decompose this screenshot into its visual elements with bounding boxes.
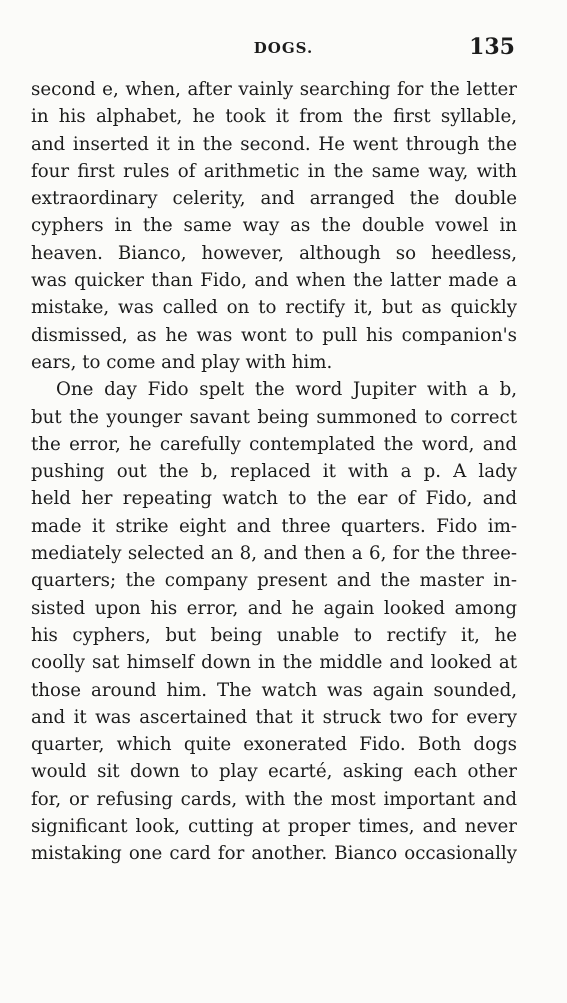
text-line: made it strike eight and three quarters. Fido im-	[31, 515, 517, 537]
body-text	[31, 76, 517, 868]
text-line: and inserted it in the second. He went through the	[31, 133, 517, 155]
text-line: was quicker than Fido, and when the latter made a	[31, 270, 517, 292]
text-line: those around him. The watch was again sounded,	[31, 679, 517, 701]
text-line: quarters; the company present and the master in-	[31, 570, 517, 592]
text-line: mistake, was called on to rectify it, but as quickly	[31, 297, 517, 319]
text-line: quarter, which quite exonerated Fido. Both dogs	[31, 734, 517, 756]
text-line: significant look, cutting at proper times, and never	[31, 816, 517, 838]
text-line: extraordinary celerity, and arranged the double	[31, 188, 517, 210]
text-line: the error, he carefully contemplated the word, and	[31, 433, 517, 455]
text-line: pushing out the b, replaced it with a p. A lady	[31, 461, 517, 483]
text-line: mediately selected an 8, and then a 6, for the three-	[31, 543, 517, 565]
text-line: cyphers in the same way as the double vowel in	[31, 215, 517, 237]
text-line: for, or refusing cards, with the most important and	[31, 788, 517, 810]
text-line: coolly sat himself down in the middle and looked at	[31, 652, 517, 674]
text-line: heaven. Bianco, however, although so heedless,	[31, 242, 517, 264]
text-line: dismissed, as he was wont to pull his companion's	[31, 324, 517, 346]
text-line: in his alphabet, he took it from the first syllable,	[31, 106, 517, 128]
page-number: 135	[469, 34, 515, 60]
text-line: and it was ascertained that it struck two for every	[31, 706, 517, 728]
text-line: ears, to come and play with him.	[31, 351, 333, 373]
text-line: four first rules of arithmetic in the same way, with	[31, 160, 517, 182]
text-line: sisted upon his error, and he again looked among	[31, 597, 517, 619]
text-line: second e, when, after vainly searching for the letter	[31, 79, 517, 100]
text-line: mistaking one card for another. Bianco occasionally	[31, 843, 517, 865]
text-line: One day Fido spelt the word Jupiter with a b,	[56, 379, 517, 401]
running-title: DOGS.	[253, 39, 314, 57]
text-line: his cyphers, but being unable to rectify it, he	[31, 624, 517, 646]
text-line: held her repeating watch to the ear of Fido, and	[31, 488, 517, 510]
text-line: would sit down to play ecarté, asking each other	[31, 761, 517, 783]
text-line: but the younger savant being summoned to correct	[31, 406, 517, 428]
